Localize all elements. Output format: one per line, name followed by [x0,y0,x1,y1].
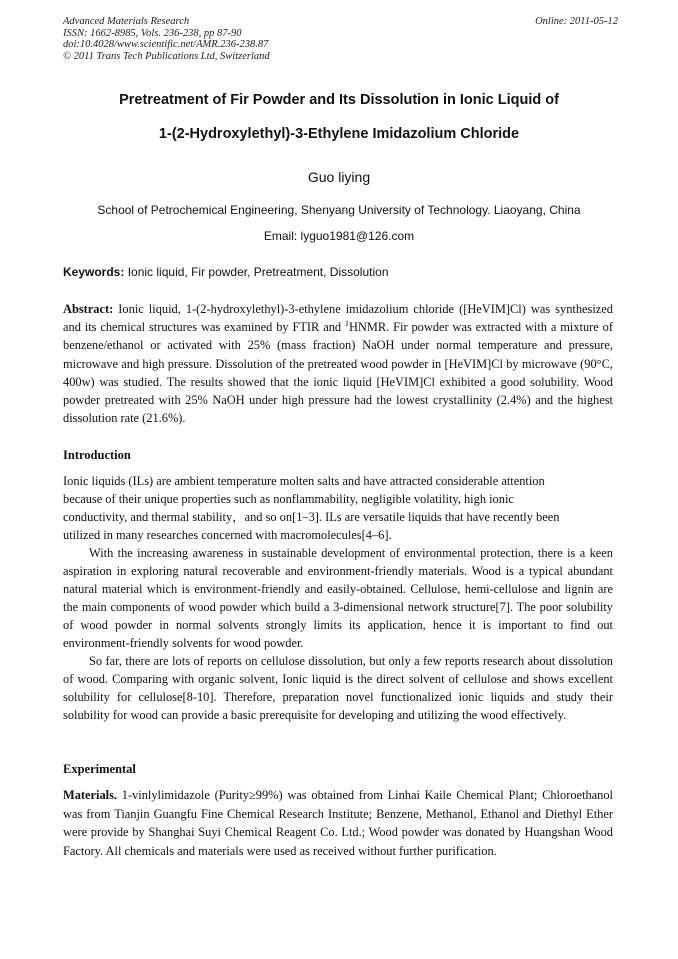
author-affiliation: School of Petrochemical Engineering, Shenyang University of Technology. Liaoyang, China [97,203,581,217]
keywords [63,265,618,279]
author-email: Email: lyguo1981@126.com [263,229,415,243]
issn-line: ISSN: 1662-8985, Vols. 236-238, pp 87-90 [63,27,242,39]
keywords-label: Keywords: [63,265,125,279]
introduction-paragraph-3: So far, there are lots of reports on cellulose dissolution, but only a few reports research about dissolution of wood. Comparing with organic solvent, Ionic liquid is the direct solvent of cellulose and shows excellent solubility for cellulose[8-10]. Therefore, preparation novel functionalized ionic liquids and study their solubility for wood can provide a basic prerequisite for developing and utilizing the wood effectively. [63,654,613,722]
materials-text: 1-vinlylimidazole (Purity≥99%) was obtained from Linhai Kaile Chemical Plant; Chloroethanol was from Tianjin Guangfu Fine Chemical Research Institute; Benzene, Methanol, Ethanol and Diethyl Ether were provide by Shanghai Suyi Chemical Reagent Co. Ltd.; Wood powder was donated by Huangshan Wood Factory. All chemicals and materials were used as received without further purification. [63,788,613,858]
paper-title-line-2: 1-(2-Hydroxylethyl)-3-Ethylene Imidazolium Chloride [158,126,520,142]
materials-label: Materials. [63,788,118,802]
text-line: utilized in many researches concerned with macromolecules[4–6]. [63,528,392,542]
keywords-text: Ionic liquid, Fir powder, Pretreatment, Dissolution [127,265,389,279]
journal-name: Advanced Materials Research [63,16,190,27]
journal-header [63,16,618,62]
abstract-label: Abstract: [63,302,114,316]
introduction-paragraph-2: With the increasing awareness in sustainable development of environmental protection, there is a keen aspiration in exploring natural recoverable and environment-friendly materials. Wood is a typical abundant natural material which is environment-friendly and easily-obtained. Cellulose, hemi-cellulose and lignin are the main components of wood powder which build a 3-dimensional network structure[7]. The poor solubility of wood powder in normal solvents strongly limits its application, hence it is important to find out environment-friendly solvents for wood powder. [63,546,613,650]
abstract-text-1: Ionic liquid, 1-(2-hydroxylethyl)-3-ethylene imidazolium chloride ([HeVIM]Cl) was synthesized and its chemical structures was examined by FTIR and [63,302,613,335]
experimental-heading: Experimental [63,762,136,776]
paper-title-line-1: Pretreatment of Fir Powder and Its Dissolution in Ionic Liquid of [119,92,559,108]
introduction-heading: Introduction [63,448,131,462]
doi-line: doi:10.4028/www.scientific.net/AMR.236-238.87 [63,39,269,50]
materials-paragraph [63,786,613,860]
author-name: Guo liying [307,169,371,185]
introduction-paragraph-1 [63,472,613,544]
abstract-text-2: HNMR. Fir powder was extracted with a mixture of benzene/ethanol or activated with 25% (mass fraction) NaOH under normal temperature and pressure, microwave and high pressure. Dissolution of the pretreated wood powder in [HeVIM]Cl by microwave (90°C, 400w) was studied. The results showed that the ionic liquid [HeVIM]Cl exhibited a good solubility. Wood powder pretreated with 25% NaOH under high pressure had the lowest crystallinity (2.4%) and the highest dissolution rate (21.6%). [63,320,613,426]
text-line: because of their unique properties such as nonflammability, negligible volatility, high ionic [63,492,514,506]
text-line: conductivity, and thermal stability，and so on[1–3]. ILs are versatile liquids that have recently been [63,510,560,524]
abstract-superscript: 1 [344,319,349,329]
abstract [63,300,613,427]
copyright-line: © 2011 Trans Tech Publications Ltd, Switzerland [63,50,270,62]
text-line: Ionic liquids (ILs) are ambient temperature molten salts and have attracted considerable attention [63,474,545,488]
online-date: Online: 2011-05-12 [535,16,618,27]
